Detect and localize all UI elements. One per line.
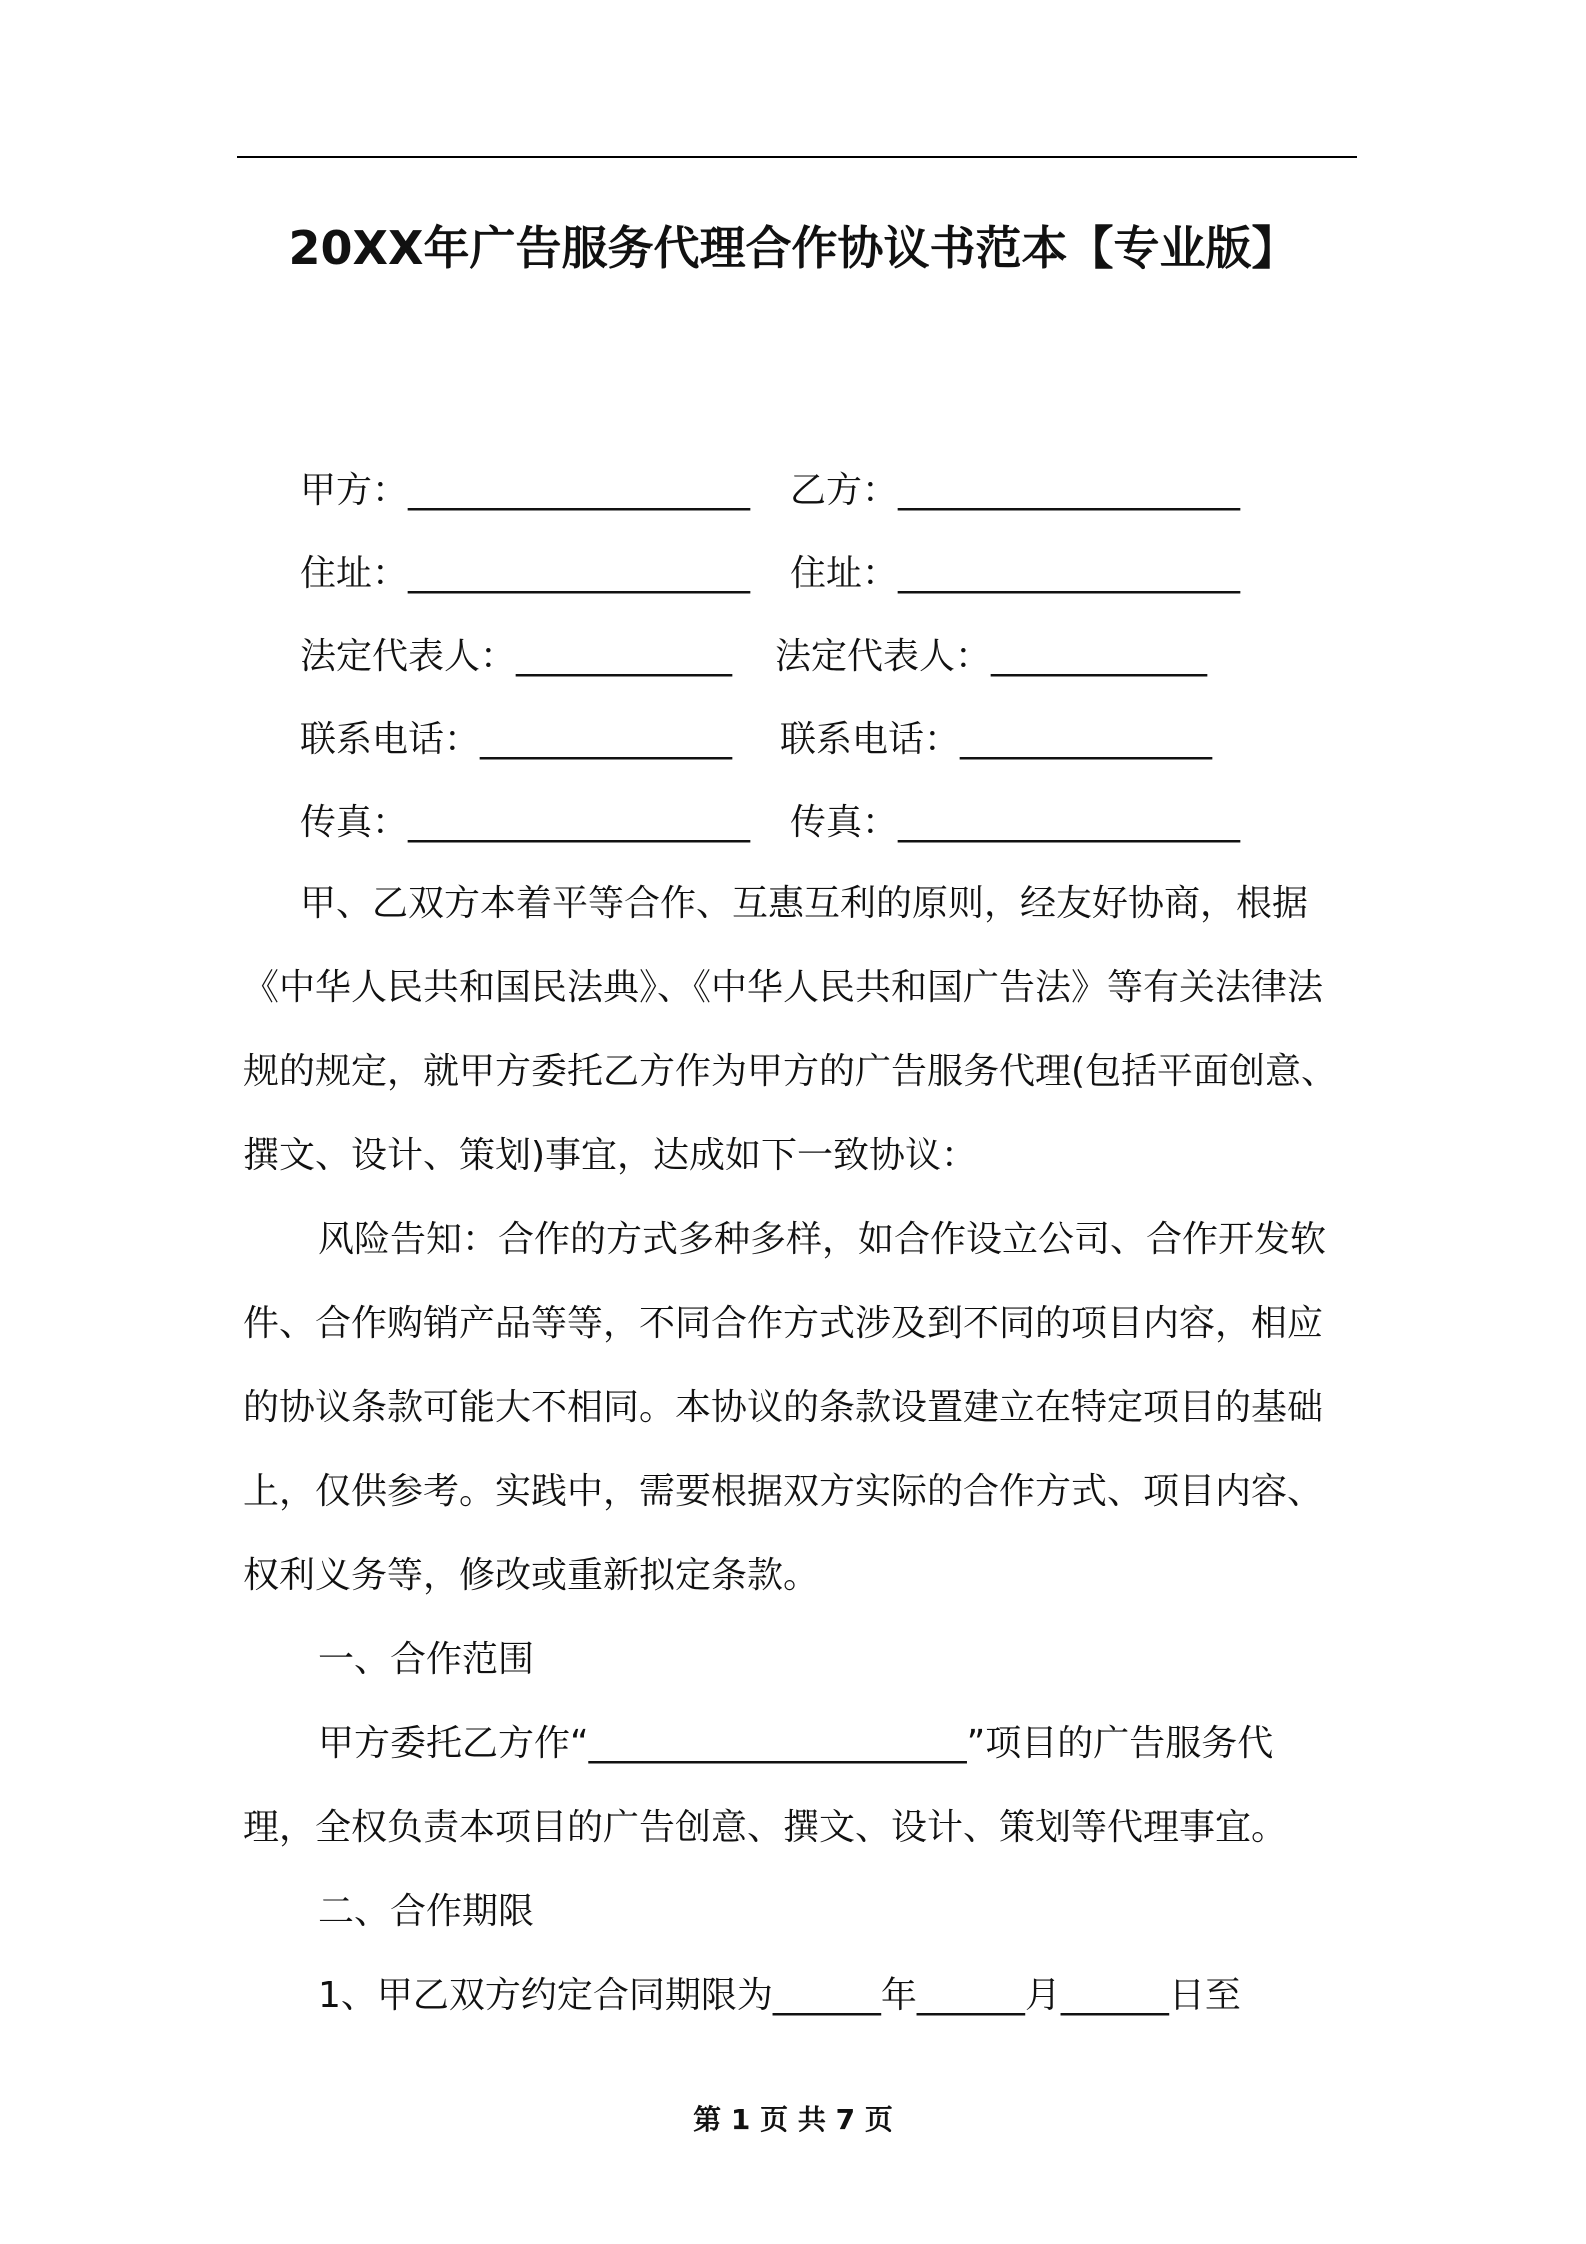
section-heading: 一、合作范围 — [318, 1639, 535, 1680]
party-b-representative: 法定代表人：____________ — [775, 636, 1208, 677]
section-heading: 二、合作期限 — [318, 1891, 535, 1932]
body-line: 1、甲乙双方约定合同期限为______年______月______日至 — [318, 1975, 1241, 2016]
party-row-phone — [300, 711, 1213, 762]
party-b-fax: 传真：___________________ — [790, 802, 1241, 843]
header-rule — [237, 156, 1357, 158]
party-a-fax: 传真：___________________ — [300, 802, 751, 843]
body-line: 件、合作购销产品等等，不同合作方式涉及到不同的项目内容，相应 — [243, 1303, 1324, 1344]
body-line: 理，全权负责本项目的广告创意、撰文、设计、策划等代理事宜。 — [243, 1807, 1288, 1848]
party-row-fax — [300, 794, 1241, 845]
body-line: 撰文、设计、策划)事宜，达成如下一致协议： — [243, 1135, 978, 1176]
party-a-address: 住址：___________________ — [300, 553, 751, 594]
body-line: 甲方委托乙方作“_____________________”项目的广告服务代 — [318, 1723, 1274, 1764]
body-line: 权利义务等，修改或重新拟定条款。 — [243, 1555, 820, 1596]
body-line: 的协议条款可能大不相同。本协议的条款设置建立在特定项目的基础 — [243, 1387, 1324, 1428]
party-b-phone: 联系电话：______________ — [780, 719, 1213, 760]
party-row-representative — [300, 628, 1208, 679]
body-line: 甲、乙双方本着平等合作、互惠互利的原则，经友好协商，根据 — [300, 883, 1309, 924]
body-line: 《中华人民共和国民法典》、《中华人民共和国广告法》等有关法律法 — [243, 967, 1324, 1008]
party-a-name: 甲方：___________________ — [300, 470, 751, 511]
body-line: 规的规定，就甲方委托乙方作为甲方的广告服务代理(包括平面创意、 — [243, 1051, 1338, 1092]
body-line: 上，仅供参考。实践中，需要根据双方实际的合作方式、项目内容、 — [243, 1471, 1324, 1512]
party-row-address — [300, 545, 1241, 596]
page-footer: 第 1 页 共 7 页 — [693, 2103, 893, 2136]
party-b-address: 住址：___________________ — [790, 553, 1241, 594]
party-row-name — [300, 462, 1241, 513]
document-title: 20XX年广告服务代理合作协议书范本【专业版】 — [288, 221, 1298, 275]
party-a-representative: 法定代表人：____________ — [300, 636, 733, 677]
party-b-name: 乙方：___________________ — [790, 470, 1241, 511]
party-a-phone: 联系电话：______________ — [300, 719, 733, 760]
risk-notice-line: 风险告知：合作的方式多种多样，如合作设立公司、合作开发软 — [318, 1219, 1327, 1260]
